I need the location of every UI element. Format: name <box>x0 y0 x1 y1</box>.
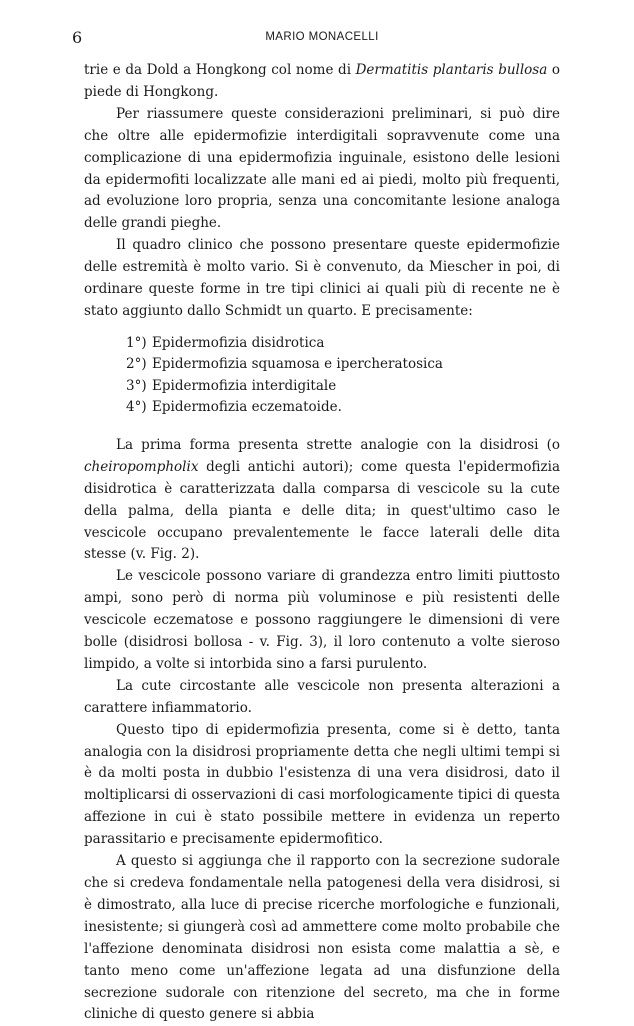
paragraph: La cute circostante alle vescicole non presenta alterazioni a carattere infiammatorio. <box>84 677 560 716</box>
form-list <box>126 333 560 419</box>
paragraph: Per riassumere queste considerazioni preliminari, si può dire che oltre alle epidermofizie interdigitali sopravvenute come una complicazione di una epidermofizia inguinale, esistono delle lesioni da epidermofiti localizzate alle mani ed ai piedi, molto più frequenti, ad evoluzione loro propria, senza una concomitante lesione analoga delle grandi pieghe. <box>84 105 560 232</box>
list-item: 2°) Epidermofizia squamosa e ipercheratosica <box>126 356 443 373</box>
list-item: 1°) Epidermofizia disidrotica <box>126 334 325 351</box>
italic-term: Dermatitis plantaris bullosa <box>355 62 548 78</box>
italic-term: cheiropompholix <box>84 458 199 475</box>
running-head: MARIO MONACELLI <box>265 31 379 43</box>
paragraph: Questo tipo di epidermofizia presenta, come si è detto, tanta analogia con la disidrosi propriamente detta che negli ultimi tempi si è da molti posta in dubbio l'esistenza di una vera disidrosi, dato il moltiplicarsi di osservazioni di casi morfologicamente tipici di questa affezione in cui è stato possibile mettere in evidenza un reperto parassitario e precisamente epidermofitico. <box>84 721 560 848</box>
list-item: 4°) Epidermofizia eczematoide. <box>126 399 342 416</box>
page-number: 6 <box>72 28 83 47</box>
paragraph: Il quadro clinico che possono presentare queste epidermofizie delle estremità è molto vario. Si è convenuto, da Miescher in poi, di ordinare queste forme in tre tipi clinici ai quali più di recente ne è stato aggiunto dallo Schmidt un quarto. E precisamente: <box>84 237 560 319</box>
list-item: 3°) Epidermofizia interdigitale <box>126 377 337 394</box>
body-text <box>84 60 560 1026</box>
paragraph: A questo si aggiunga che il rapporto con la secrezione sudorale che si credeva fondamentale nella patogenesi della vera disidrosi, si è dimostrato, alla luce di precise ricerche morfologiche e funzionali, inesistente; si giungerà così ad ammettere come molto probabile che l'affezione denominata disidrosi non esista come malattia a sè, e tanto meno come un'affezione legata ad una disfunzione della secrezione sudorale con ritenzione del secreto, ma che in forme cliniche di questo genere si abbia <box>84 853 560 1023</box>
paragraph: Le vescicole possono variare di grandezza entro limiti piuttosto ampi, sono però di norma più voluminose e più resistenti delle vescicole eczematose e possono raggiungere le dimensioni di vere bolle (disidrosi bollosa - v. Fig. 3), il loro contenuto a volte sieroso limpido, a volte si intorbida sino a farsi purulento. <box>84 568 560 672</box>
page-header <box>72 28 560 48</box>
paragraph: trie e da Dold a Hongkong col nome di Dermatitis plantaris bullosa o piede di Hongkong. <box>84 62 560 100</box>
paragraph: La prima forma presenta strette analogie con la disidrosi (o cheiropompholix degli antichi autori); come questa l'epidermofizia disidrotica è caratterizzata dalla comparsa di vescicole su la cute della palma, della pianta e delle dita; in quest'ultimo caso le vescicole occupano prevalentemente le facce laterali delle dita stesse (v. Fig. 2). <box>84 436 560 563</box>
